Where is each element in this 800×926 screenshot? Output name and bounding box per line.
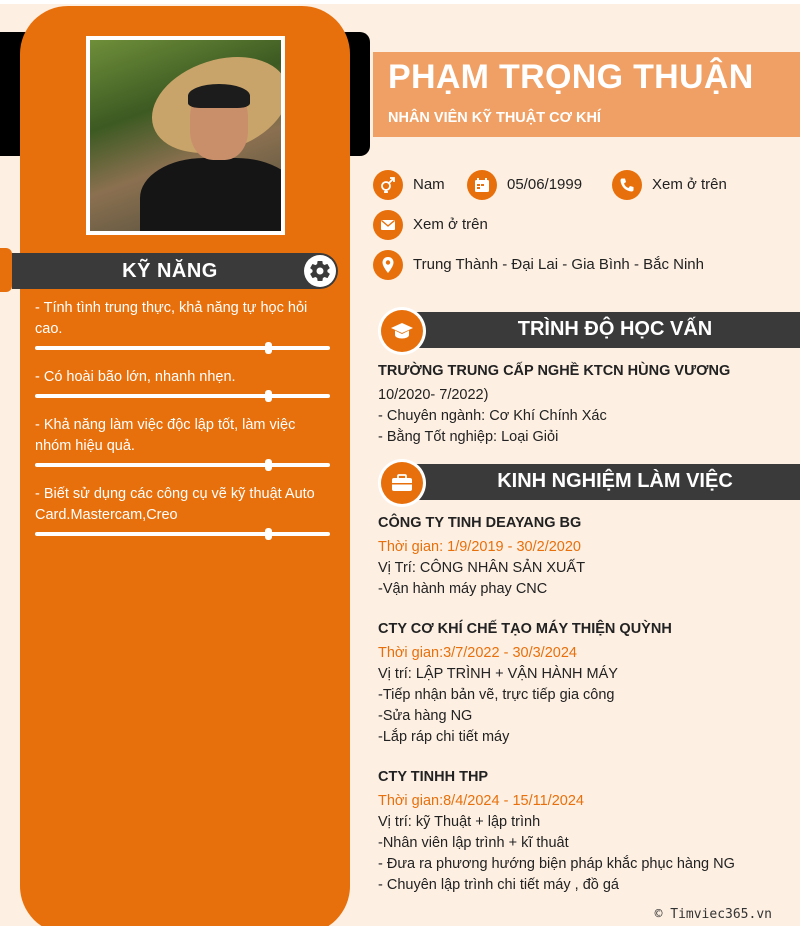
job-time: Thời gian:8/4/2024 - 15/11/2024 xyxy=(378,793,584,809)
profile-photo xyxy=(86,36,285,235)
gender-value: Nam xyxy=(413,176,445,193)
education-header xyxy=(378,311,800,349)
location-pin-icon xyxy=(373,250,403,280)
job-line: -Vận hành máy phay CNC xyxy=(378,581,548,597)
calendar-icon xyxy=(467,170,497,200)
job-line: - Đưa ra phương hướng biện pháp khắc phục hàng NG xyxy=(378,856,735,872)
skill-level-knob xyxy=(265,342,272,354)
job-line: Vị trí: kỹ Thuật + lập trình xyxy=(378,814,541,830)
education-line: 10/2020- 7/2022) xyxy=(378,387,489,403)
skill-level-knob xyxy=(265,528,272,540)
gender-icon xyxy=(373,170,403,200)
name-band xyxy=(373,52,800,137)
graduation-cap-icon xyxy=(381,310,423,352)
education-block xyxy=(378,361,798,448)
job-line: Vị trí: LẬP TRÌNH + VẬN HÀNH MÁY xyxy=(378,666,618,682)
job-line: - Chuyên lập trình chi tiết máy , đồ gá xyxy=(378,877,619,893)
portrait-photo-icon xyxy=(90,40,281,231)
company-name: CTY CƠ KHÍ CHẾ TẠO MÁY THIỆN QUỲNH xyxy=(378,621,672,637)
experience-header xyxy=(378,463,800,501)
gear-icon xyxy=(304,255,336,287)
job-time: Thời gian:3/7/2022 - 30/3/2024 xyxy=(378,645,577,661)
job-line: -Lắp ráp chi tiết máy xyxy=(378,729,510,745)
skill-item: - Khả năng làm việc độc lập tốt, làm việc nhóm hiệu quả. xyxy=(35,417,296,454)
job-block xyxy=(378,767,798,896)
education-title: TRÌNH ĐỘ HỌC VẤN xyxy=(517,318,713,340)
job-block xyxy=(378,619,798,748)
skills-title: KỸ NĂNG xyxy=(122,260,218,282)
phone-icon xyxy=(612,170,642,200)
skill-level-knob xyxy=(265,459,272,471)
skills-header xyxy=(12,253,338,289)
skills-tab-marker xyxy=(0,248,12,292)
cv-page xyxy=(0,4,800,926)
skill-level-knob xyxy=(265,390,272,402)
job-block xyxy=(378,513,798,600)
job-line: Vị Trí: CÔNG NHÂN SẢN XUẤT xyxy=(378,560,586,576)
school-name: TRƯỜNG TRUNG CẤP NGHỀ KTCN HÙNG VƯƠNG xyxy=(378,363,731,379)
birthday-value: 05/06/1999 xyxy=(507,176,583,193)
job-title: NHÂN VIÊN KỸ THUẬT CƠ KHÍ xyxy=(388,110,601,126)
company-name: CTY TINHH THP xyxy=(378,769,489,785)
job-line: -Tiếp nhận bản vẽ, trực tiếp gia công xyxy=(378,687,615,703)
site-watermark: © Timviec365.vn xyxy=(654,907,772,922)
education-line: - Chuyên ngành: Cơ Khí Chính Xác xyxy=(378,408,607,424)
address-value: Trung Thành - Đại Lai - Gia Bình - Bắc Ninh xyxy=(413,256,704,273)
experience-title: KINH NGHIỆM LÀM VIỆC xyxy=(497,470,733,492)
skill-level-bar xyxy=(35,346,330,350)
skill-level-bar xyxy=(35,394,330,398)
briefcase-icon xyxy=(381,462,423,504)
job-line: -Sửa hàng NG xyxy=(378,708,473,724)
email-icon xyxy=(373,210,403,240)
skill-item: - Tính tình trung thực, khả năng tự học hỏi cao. xyxy=(35,300,308,337)
job-line: -Nhân viên lập trình + kĩ thuât xyxy=(378,835,569,851)
skill-item: - Có hoài bão lớn, nhanh nhẹn. xyxy=(35,369,236,385)
skill-item: - Biết sử dụng các công cụ vẽ kỹ thuật Auto Card.Mastercam,Creo xyxy=(35,486,315,523)
email-value: Xem ở trên xyxy=(413,216,488,233)
phone-value: Xem ở trên xyxy=(652,176,727,193)
job-time: Thời gian: 1/9/2019 - 30/2/2020 xyxy=(378,539,581,555)
skill-level-bar xyxy=(35,463,330,467)
candidate-name: PHẠM TRỌNG THUẬN xyxy=(388,58,754,96)
company-name: CÔNG TY TINH DEAYANG BG xyxy=(378,515,582,531)
education-line: - Bằng Tốt nghiệp: Loại Giỏi xyxy=(378,429,559,445)
skill-level-bar xyxy=(35,532,330,536)
